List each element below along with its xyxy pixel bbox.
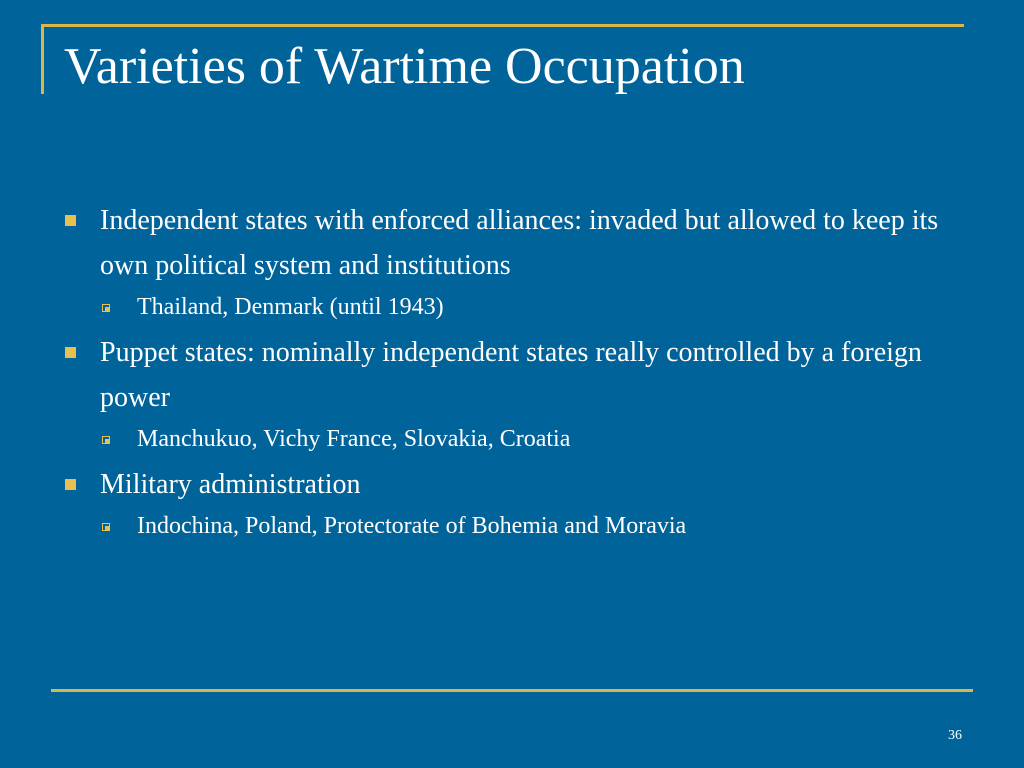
hollow-square-bullet-icon — [102, 304, 110, 312]
square-bullet-icon — [65, 347, 76, 358]
page-number: 36 — [948, 728, 962, 743]
sub-bullet-item — [62, 507, 962, 545]
bullet-item — [62, 198, 962, 288]
bullet-item — [62, 330, 962, 420]
sub-bullet-item — [62, 288, 962, 326]
footer-divider — [51, 689, 973, 692]
sub-bullet-item — [62, 420, 962, 458]
sub-bullet-text: Thailand, Denmark (until 1943) — [137, 294, 444, 320]
sub-bullet-text: Manchukuo, Vichy France, Slovakia, Croatia — [137, 426, 571, 452]
slide-content — [62, 198, 962, 549]
bullet-text: Military administration — [100, 469, 361, 500]
sub-bullet-text: Indochina, Poland, Protectorate of Bohemia and Moravia — [137, 513, 687, 539]
frame-accent-vertical — [41, 24, 44, 94]
hollow-square-bullet-icon — [102, 523, 110, 531]
bullet-text: Independent states with enforced alliances: invaded but allowed to keep its own political system and institutions — [100, 205, 939, 281]
frame-accent-top — [41, 24, 964, 27]
bullet-item — [62, 462, 962, 507]
square-bullet-icon — [65, 479, 76, 490]
hollow-square-bullet-icon — [102, 436, 110, 444]
square-bullet-icon — [65, 215, 76, 226]
slide-title: Varieties of Wartime Occupation — [64, 38, 745, 95]
bullet-text: Puppet states: nominally independent states really controlled by a foreign power — [100, 337, 922, 413]
